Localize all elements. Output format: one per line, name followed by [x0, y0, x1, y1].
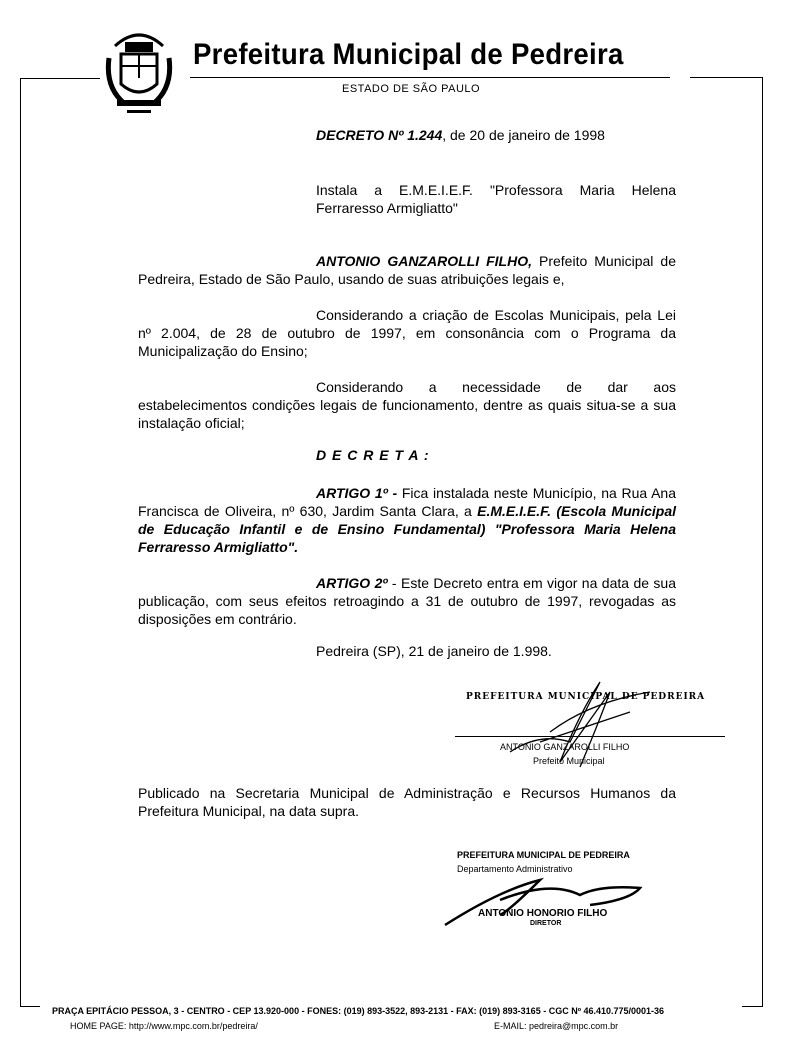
mayor-signature-name: ANTONIO GANZAROLLI FILHO: [500, 742, 630, 752]
mayor-signature: [500, 672, 660, 772]
mayor-signature-role: Prefeito Municipal: [533, 756, 605, 766]
article-1-label: ARTIGO 1º -: [316, 485, 398, 501]
footer-homepage: HOME PAGE: http://www.mpc.com.br/pedreira/: [70, 1021, 258, 1031]
decree-intro: [138, 252, 676, 288]
mayor-stamp: PREFEITURA MUNICIPAL DE PEDREIRA: [466, 692, 706, 702]
footer-email: E-MAIL: pedreira@mpc.com.br: [494, 1021, 619, 1031]
coat-of-arms-logo: [105, 28, 173, 120]
decreta-heading: D E C R E T A :: [316, 447, 430, 463]
publication-note: Publicado na Secretaria Municipal de Administração e Recursos Humanos da Prefeitura Municipal, na data supra.: [138, 785, 676, 819]
article-2-label: ARTIGO 2º: [316, 575, 388, 591]
article-2: [138, 574, 676, 628]
dept-name: Departamento Administrativo: [457, 864, 573, 874]
frame-line: [20, 78, 100, 79]
decree-summary: Instala a E.M.E.I.E.F. "Professora Maria Helena Ferraresso Armigliatto": [316, 182, 676, 216]
frame-line: [20, 78, 21, 1006]
decree-date: , de 20 de janeiro de 1998: [442, 127, 605, 143]
title-rule: [190, 77, 670, 78]
page-title: Prefeitura Municipal de Pedreira: [193, 38, 624, 71]
article-2-text: - Este Decreto entra em vigor na data de sua publicação, com seus efeitos retroagindo a 31 de outubro de 1997, revogadas as disposições em contrário.: [138, 575, 677, 627]
dept-stamp: PREFEITURA MUNICIPAL DE PEDREIRA: [457, 850, 630, 860]
article-1-school: E.M.E.I.E.F. (Escola Municipal de Educação Infantil e de Ensino Fundamental) "Professora Maria Helena Ferraresso Armigliatto".: [138, 503, 676, 555]
decree-heading: [316, 126, 605, 144]
considering-2: Considerando a necessidade de dar aos estabelecimentos condições legais de funcionamento, dentre as quais situa-se a sua instalação oficial;: [138, 379, 676, 431]
director-name: ANTONIO HONORIO FILHO: [478, 908, 608, 919]
frame-line: [690, 77, 762, 78]
article-1: [138, 484, 676, 556]
intro-text: Prefeito Municipal de Pedreira, Estado de São Paulo, usando de suas atribuições legais e,: [138, 253, 676, 287]
frame-line: [20, 1006, 40, 1007]
frame-line: [762, 77, 763, 1007]
state-subtitle: ESTADO DE SÃO PAULO: [342, 83, 481, 95]
mayor-name: ANTONIO GANZAROLLI FILHO,: [316, 253, 532, 269]
footer-address: PRAÇA EPITÁCIO PESSOA, 3 - CENTRO - CEP 13.920-000 - FONES: (019) 893-3522, 893-2131 - FAX: (019) 893-3165 - CGC Nº 46.410.775/0001-36: [52, 1006, 665, 1016]
decree-number: DECRETO Nº 1.244: [316, 127, 443, 143]
article-1-text: Fica instalada neste Município, na Rua Ana Francisca de Oliveira, nº 630, Jardim Santa Clara, a: [138, 485, 676, 519]
director-role: DIRETOR: [530, 920, 562, 927]
place-date: Pedreira (SP), 21 de janeiro de 1.998.: [316, 643, 552, 659]
considering-1: Considerando a criação de Escolas Municipais, pela Lei nº 2.004, de 28 de outubro de 1997, em consonância com o Programa da Municipalização do Ensino;: [138, 307, 676, 359]
frame-line: [742, 1006, 762, 1007]
